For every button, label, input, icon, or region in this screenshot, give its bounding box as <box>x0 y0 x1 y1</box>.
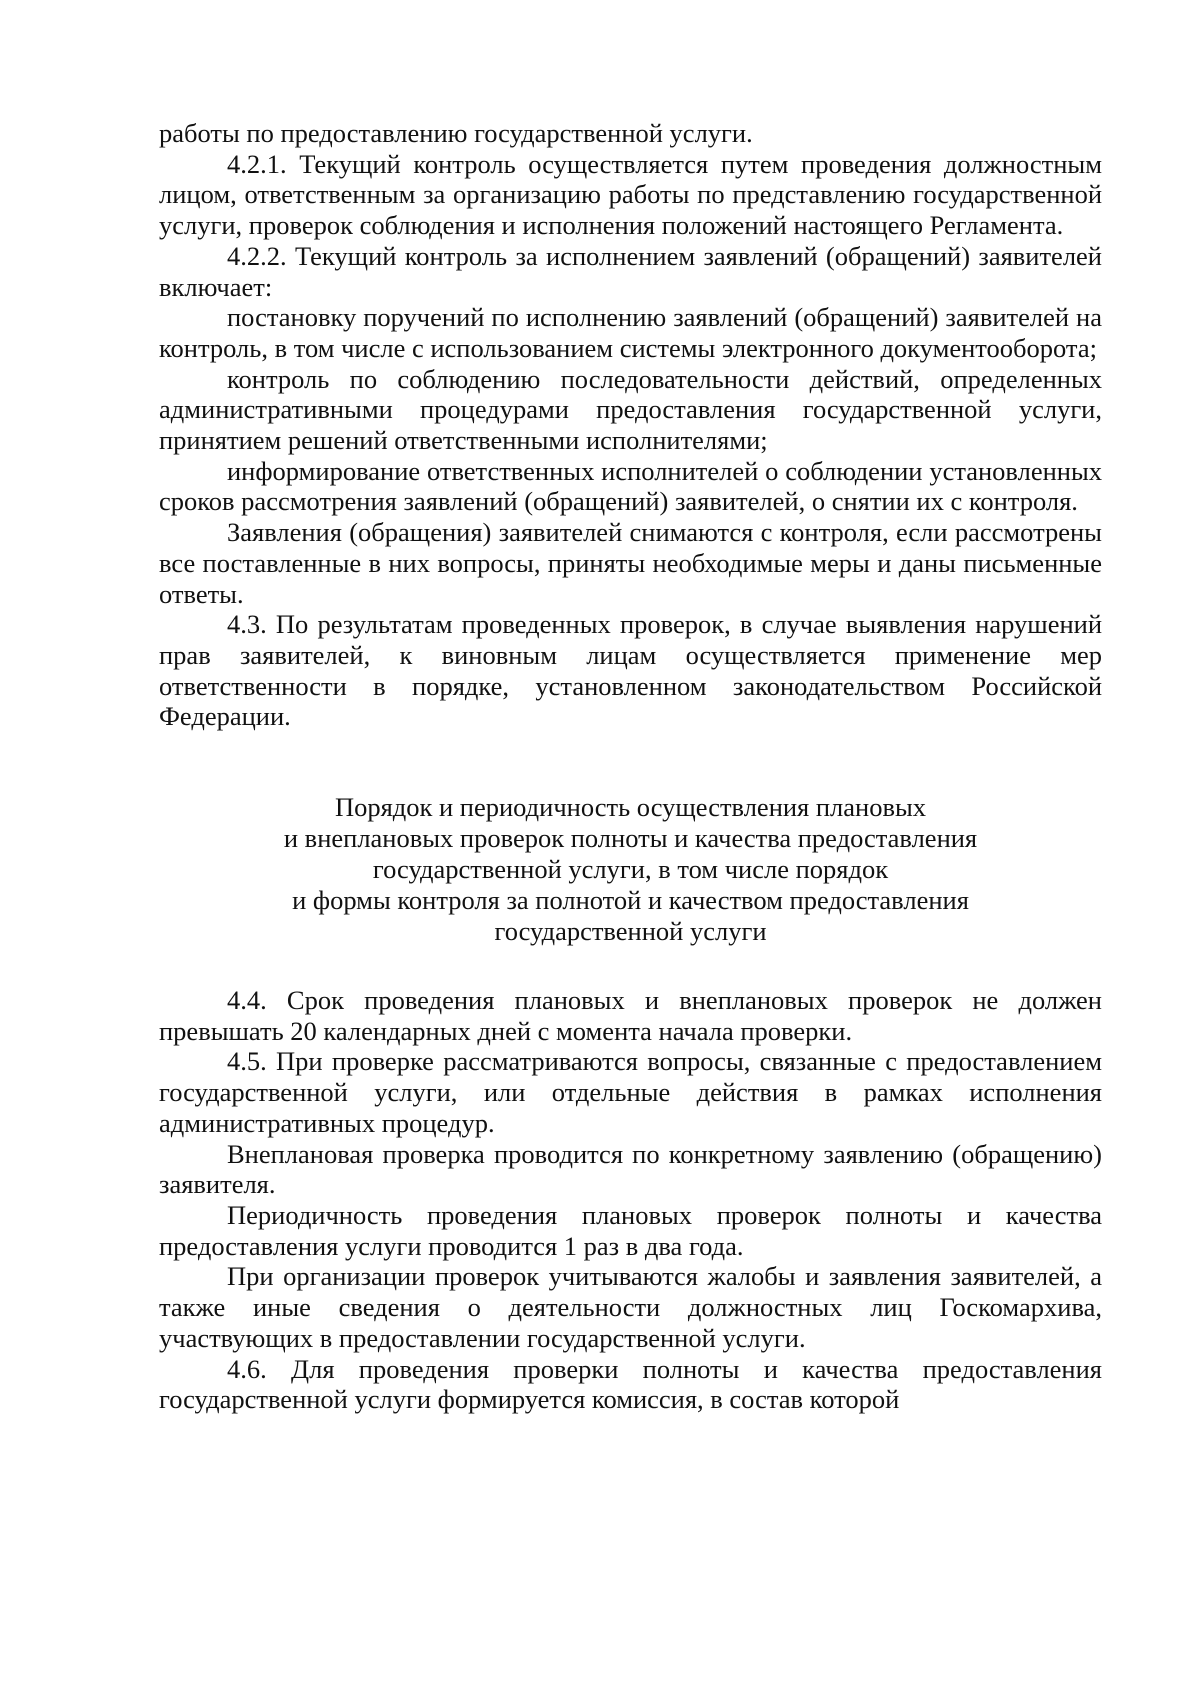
paragraph-4-4: 4.4. Срок проведения плановых и внеплановых проверок не должен превышать 20 календарных дней с момента начала проверки. <box>159 985 1102 1046</box>
list-item-informing: информирование ответственных исполнителей о соблюдении установленных сроков рассмотрения заявлений (обращений) заявителей, о снятии их с контроля. <box>159 455 1102 517</box>
paragraph-4-2-1: 4.2.1. Текущий контроль осуществляется путем проведения должностным лицом, ответственным за организацию работы по представлению государственной услуги, проверок соблюдения и исполнения положений настоящего Регламента. <box>159 148 1102 241</box>
paragraph-periodicity: Периодичность проведения плановых проверок полноты и качества предоставления услуги проводится 1 раз в два года. <box>159 1199 1102 1261</box>
paragraph-unplanned-check: Внеплановая проверка проводится по конкретному заявлению (обращению) заявителя. <box>159 1138 1102 1200</box>
paragraph-continuation: работы по предоставлению государственной услуги. <box>159 118 753 148</box>
section-heading-line: государственной услуги <box>494 916 767 947</box>
section-heading-line: и формы контроля за полнотой и качеством предоставления <box>292 885 969 916</box>
section-heading-line: и внеплановых проверок полноты и качества предоставления <box>283 823 978 854</box>
paragraph-4-3: 4.3. По результатам проведенных проверок, в случае выявления нарушений прав заявителей, к виновным лицам осуществляется применение мер ответственности в порядке, установленном законодательством Российской Федерации. <box>159 609 1102 732</box>
section-heading-line: Порядок и периодичность осуществления плановых <box>334 792 927 823</box>
paragraph-4-2-2: 4.2.2. Текущий контроль за исполнением заявлений (обращений) заявителей включает: <box>159 240 1102 302</box>
paragraph-4-5: 4.5. При проверке рассматриваются вопросы, связанные с предоставлением государственной услуги, или отдельные действия в рамках исполнения административных процедур. <box>159 1046 1102 1138</box>
section-heading <box>159 792 1102 947</box>
document-page <box>159 118 1102 1415</box>
section-heading-line: государственной услуги, в том числе порядок <box>372 854 889 885</box>
paragraph-complaints: При организации проверок учитываются жалобы и заявления заявителей, а также иные сведения о деятельности должностных лиц Госкомархива, участвующих в предоставлении государственной услуги. <box>159 1261 1102 1353</box>
list-item-sequence-control: контроль по соблюдению последовательности действий, определенных административными процедурами предоставления государственной услуги, принятием решений ответственными исполнителями; <box>159 363 1102 456</box>
list-item-assignment-control: постановку поручений по исполнению заявлений (обращений) заявителей на контроль, в том числе с использованием системы электронного документооборота; <box>159 302 1102 363</box>
paragraph-removal-from-control: Заявления (обращения) заявителей снимаются с контроля, если рассмотрены все поставленные в них вопросы, приняты необходимые меры и даны письменные ответы. <box>159 517 1102 609</box>
paragraph-4-6: 4.6. Для проведения проверки полноты и качества предоставления государственной услуги формируется комиссия, в состав которой <box>159 1353 1102 1415</box>
